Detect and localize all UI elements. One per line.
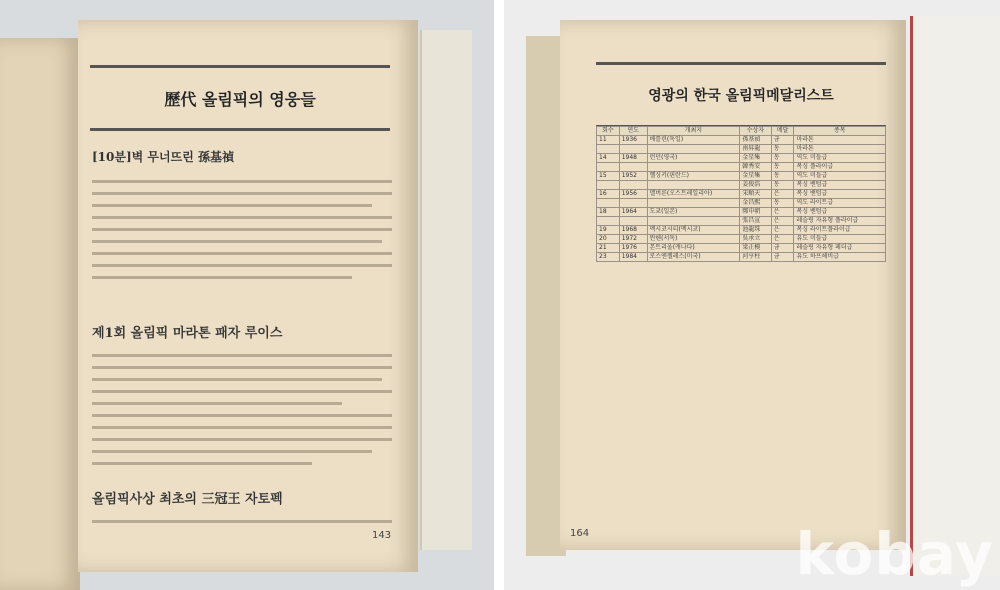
table-row bbox=[597, 172, 886, 181]
table-header: 회수 bbox=[597, 127, 620, 136]
table-cell: 레슬링 자유형 페더급 bbox=[794, 244, 886, 253]
table-cell: 유도 하프헤비급 bbox=[794, 253, 886, 262]
table-cell: 金星集 bbox=[740, 154, 772, 163]
table-cell: 멕시코시티(멕시코) bbox=[647, 226, 740, 235]
table-cell: 복싱 밴텀급 bbox=[794, 181, 886, 190]
table-cell: 동 bbox=[771, 163, 794, 172]
table-row bbox=[597, 199, 886, 208]
table-cell: 宋順天 bbox=[740, 190, 772, 199]
table-cell: 15 bbox=[597, 172, 620, 181]
table-cell: 멜버른(오스트레일리아) bbox=[647, 190, 740, 199]
table-cell: 역도 미들급 bbox=[794, 154, 886, 163]
table-cell bbox=[619, 181, 647, 190]
table-cell: 로스앤젤레스(미국) bbox=[647, 253, 740, 262]
table-cell bbox=[647, 181, 740, 190]
table-cell: 몬트리올(캐나다) bbox=[647, 244, 740, 253]
table-cell: 21 bbox=[597, 244, 620, 253]
table-cell bbox=[597, 163, 620, 172]
table-cell: 동 bbox=[771, 145, 794, 154]
table-cell: 河亨柱 bbox=[740, 253, 772, 262]
table-cell bbox=[597, 145, 620, 154]
table-cell bbox=[619, 145, 647, 154]
left-book-photo bbox=[0, 0, 494, 590]
table-cell: 1976 bbox=[619, 244, 647, 253]
table-cell: 은 bbox=[771, 208, 794, 217]
table-cell: 孫基禎 bbox=[740, 136, 772, 145]
table-cell: 14 bbox=[597, 154, 620, 163]
table-cell: 금 bbox=[771, 253, 794, 262]
table-cell: 동 bbox=[771, 154, 794, 163]
table-cell: 역도 미들급 bbox=[794, 172, 886, 181]
table-row bbox=[597, 208, 886, 217]
table-cell: 1984 bbox=[619, 253, 647, 262]
table-row bbox=[597, 154, 886, 163]
table-header: 종목 bbox=[794, 127, 886, 136]
table-header: 연도 bbox=[619, 127, 647, 136]
medalist-table bbox=[596, 126, 886, 262]
table-cell: 11 bbox=[597, 136, 620, 145]
table-cell: 19 bbox=[597, 226, 620, 235]
table-cell: 鄭申朝 bbox=[740, 208, 772, 217]
table-cell: 1948 bbox=[619, 154, 647, 163]
table-row bbox=[597, 181, 886, 190]
table-cell: 복싱 밴텀급 bbox=[794, 190, 886, 199]
section-heading-1: [10분]벽 무너뜨린 孫基禎 bbox=[92, 150, 234, 164]
table-cell: 은 bbox=[771, 226, 794, 235]
table-cell: 베를린(독일) bbox=[647, 136, 740, 145]
table-cell: 南昇龍 bbox=[740, 145, 772, 154]
table-cell: 梁正模 bbox=[740, 244, 772, 253]
table-cell bbox=[647, 199, 740, 208]
table-cell: 金星集 bbox=[740, 172, 772, 181]
table-cell: 동 bbox=[771, 181, 794, 190]
table-row bbox=[597, 190, 886, 199]
table-cell: 복싱 플라이급 bbox=[794, 163, 886, 172]
table-cell: 금 bbox=[771, 136, 794, 145]
table-cell: 1956 bbox=[619, 190, 647, 199]
left-page-number: 143 bbox=[372, 530, 392, 541]
table-row bbox=[597, 217, 886, 226]
table-cell: 1964 bbox=[619, 208, 647, 217]
table-cell: 레슬링 자유형 플라이급 bbox=[794, 217, 886, 226]
table-header: 수상자 bbox=[740, 127, 772, 136]
table-row bbox=[597, 226, 886, 235]
right-page-number: 164 bbox=[570, 528, 590, 539]
table-cell: 마라톤 bbox=[794, 145, 886, 154]
table-cell: 헬싱키(핀란드) bbox=[647, 172, 740, 181]
table-cell: 유도 미들급 bbox=[794, 235, 886, 244]
table-header-row bbox=[597, 127, 886, 136]
section-heading-3: 올림픽사상 최초의 三冠王 자토펙 bbox=[92, 492, 283, 507]
table-cell: 은 bbox=[771, 190, 794, 199]
table-row bbox=[597, 253, 886, 262]
table-cell: 23 bbox=[597, 253, 620, 262]
table-cell: 1952 bbox=[619, 172, 647, 181]
table-cell: 동 bbox=[771, 199, 794, 208]
table-row bbox=[597, 163, 886, 172]
table-cell bbox=[597, 199, 620, 208]
table-cell bbox=[597, 217, 620, 226]
table-cell: 도쿄(일본) bbox=[647, 208, 740, 217]
left-page-title: 歷代 올림픽의 영웅들 bbox=[90, 65, 390, 131]
table-cell bbox=[647, 217, 740, 226]
table-cell bbox=[619, 217, 647, 226]
table-cell: 韓秀安 bbox=[740, 163, 772, 172]
table-cell: 마라톤 bbox=[794, 136, 886, 145]
table-cell bbox=[647, 163, 740, 172]
table-cell bbox=[619, 199, 647, 208]
table-cell: 池龍珠 bbox=[740, 226, 772, 235]
table-header: 개최지 bbox=[647, 127, 740, 136]
table-cell: 吳承立 bbox=[740, 235, 772, 244]
table-row bbox=[597, 145, 886, 154]
section-heading-2: 제1회 올림픽 마라톤 패자 루이스 bbox=[92, 326, 283, 341]
right-book-photo bbox=[504, 0, 1000, 590]
table-cell: 은 bbox=[771, 217, 794, 226]
table-cell bbox=[619, 163, 647, 172]
table-cell: 런던(영국) bbox=[647, 154, 740, 163]
table-header: 메달 bbox=[771, 127, 794, 136]
table-cell: 16 bbox=[597, 190, 620, 199]
table-cell: 金昌熙 bbox=[740, 199, 772, 208]
table-cell: 은 bbox=[771, 235, 794, 244]
table-row bbox=[597, 235, 886, 244]
table-cell: 복싱 밴텀급 bbox=[794, 208, 886, 217]
table-cell: 금 bbox=[771, 244, 794, 253]
table-cell: 姜俊浩 bbox=[740, 181, 772, 190]
table-cell: 역도 라이트급 bbox=[794, 199, 886, 208]
table-cell: 동 bbox=[771, 172, 794, 181]
table-cell: 20 bbox=[597, 235, 620, 244]
facing-page bbox=[910, 16, 1000, 576]
table-cell: 복싱 라이트플라이급 bbox=[794, 226, 886, 235]
left-verso-page bbox=[0, 38, 80, 590]
table-row bbox=[597, 244, 886, 253]
table-cell: 張昌宣 bbox=[740, 217, 772, 226]
table-row bbox=[597, 136, 886, 145]
table-cell: 1936 bbox=[619, 136, 647, 145]
table-cell: 1968 bbox=[619, 226, 647, 235]
table-cell: 1972 bbox=[619, 235, 647, 244]
book-cover-edge bbox=[420, 30, 472, 550]
kobay-watermark-logo: kobay bbox=[795, 520, 994, 588]
table-cell bbox=[647, 145, 740, 154]
table-cell: 18 bbox=[597, 208, 620, 217]
table-cell bbox=[597, 181, 620, 190]
table-cell: 뮌헨(서독) bbox=[647, 235, 740, 244]
right-page-title: 영광의 한국 올림픽메달리스트 bbox=[596, 62, 886, 128]
